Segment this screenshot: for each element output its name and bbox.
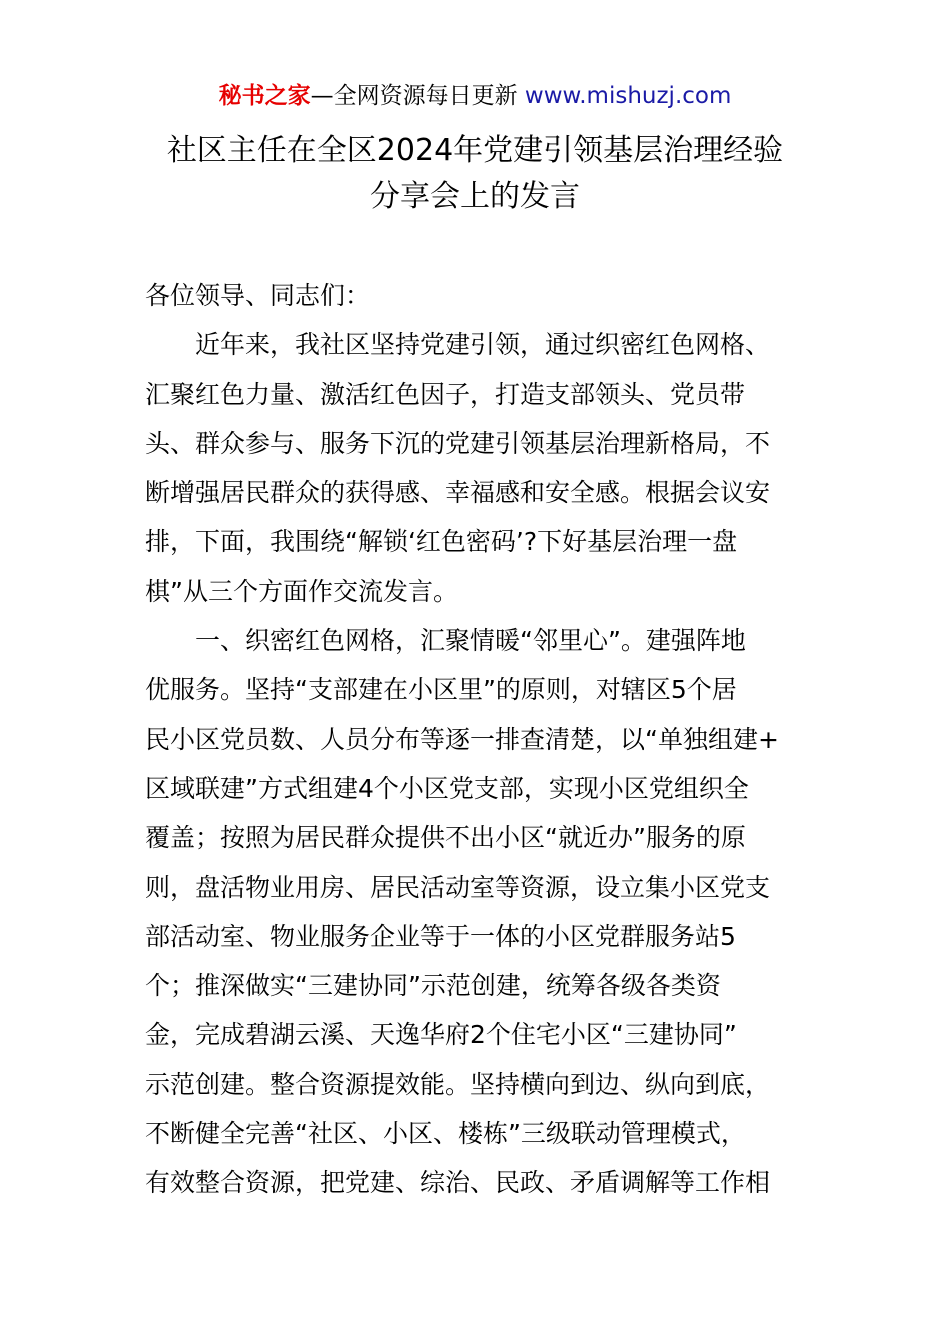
title-line-2: 分享会上的发言 <box>370 179 580 214</box>
body-line: 个；推深做实“三建协同”示范创建，统筹各级各类资 <box>145 971 721 1001</box>
body-line: 棋”从三个方面作交流发言。 <box>145 576 458 606</box>
site-slogan: —全网资源每日更新 <box>310 83 525 109</box>
document-title <box>60 128 890 220</box>
site-brand: 秘书之家 <box>218 83 311 109</box>
body-line: 民小区党员数、人员分布等逐一排查清楚，以“单独组建+ <box>145 724 779 754</box>
body-line: 示范创建。整合资源提效能。坚持横向到边、纵向到底， <box>145 1069 771 1099</box>
body-line: 近年来，我社区坚持党建引领，通过织密红色网格、 <box>145 330 771 360</box>
body-line: 覆盖；按照为居民群众提供不出小区“就近办”服务的原 <box>145 823 746 853</box>
body-line: 有效整合资源，把党建、综治、民政、矛盾调解等工作相 <box>145 1168 771 1198</box>
body-line: 一、织密红色网格，汇聚情暖“邻里心”。建强阵地 <box>145 626 746 656</box>
body-line: 区域联建”方式组建4个小区党支部，实现小区党组织全 <box>145 773 749 803</box>
site-header <box>0 80 950 112</box>
document-body <box>145 271 815 1208</box>
body-line: 排，下面，我围绕“解锁‘红色密码’?下好基层治理一盘 <box>145 527 738 557</box>
site-url-link[interactable]: www.mishuzj.com <box>524 83 732 109</box>
title-line-1: 社区主任在全区2024年党建引领基层治理经验 <box>166 133 784 168</box>
body-line: 金，完成碧湖云溪、天逸华府2个住宅小区“三建协同” <box>145 1020 737 1050</box>
body-line: 部活动室、物业服务企业等于一体的小区党群服务站5 <box>145 921 736 951</box>
body-line: 则，盘活物业用房、居民活动室等资源，设立集小区党支 <box>145 872 771 902</box>
body-line: 断增强居民群众的获得感、幸福感和安全感。根据会议安 <box>145 478 771 508</box>
body-line: 各位领导、同志们： <box>145 281 371 310</box>
body-line: 头、群众参与、服务下沉的党建引领基层治理新格局，不 <box>145 428 771 458</box>
body-line: 优服务。坚持“支部建在小区里”的原则，对辖区5个居 <box>145 675 737 705</box>
body-line: 不断健全完善“社区、小区、楼栋”三级联动管理模式， <box>145 1119 746 1149</box>
body-line: 汇聚红色力量、激活红色因子，打造支部领头、党员带 <box>145 379 746 409</box>
